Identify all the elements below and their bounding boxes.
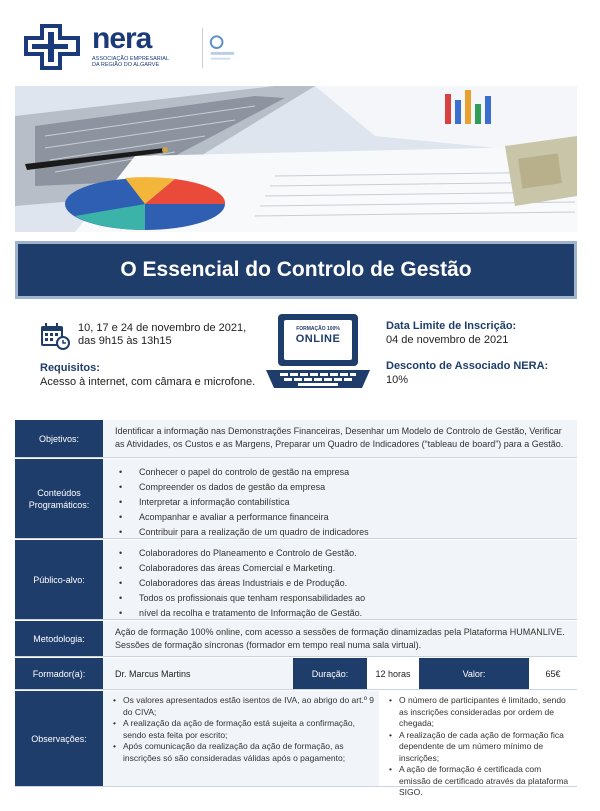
list-item: • Os valores apresentados estão isentos de IVA, ao abrigo do art.º 9 do CIVA; [113,695,375,718]
hero-image [15,86,577,232]
publico-content [103,540,577,619]
list-item: • Acompanhar e avaliar a performance financeira [119,510,577,525]
list-item-continued: • nível da recolha e tratamento de Informação de Gestão. [119,606,577,621]
row-observacoes [15,691,577,797]
nera-logo [22,20,222,72]
discount-label: Desconto de Associado NERA: [386,360,549,372]
finance-desk-illustration-icon [15,86,577,232]
valor-label: Valor: [419,658,529,689]
deadline-label: Data Limite de Inscrição: [386,320,517,332]
metodologia-content: Ação de formação 100% online, com acesso a sessões de formação dinamizadas pela Plataforma HUMANLIVE. Sessões de formação síncronas (formador em tempo real numa sala virtual). [103,621,577,656]
objetivos-content: Identificar a informação nas Demonstrações Financeiras, Desenhar um Modelo de Controlo de Gestão, Verificar as Atividades, os Custos e as Margens, Preparar um Quadro de Indicadores (“tableau de board”) para a Gestão. [103,420,577,457]
online-training-laptop [262,312,374,394]
valor-value: 65€ [529,658,577,689]
list-item: • A realização de cada ação de formação fica dependente de um número mínimo de inscrições; [389,730,573,765]
list-item: • Todos os profissionais que tenham responsabilidades ao [119,591,577,606]
row-metodologia [15,621,577,657]
deadline-value: 04 de novembro de 2021 [386,334,509,346]
observacoes-right [379,691,577,797]
duracao-label: Duração: [293,658,367,689]
requirements-value: Acesso à internet, com câmara e microfone. [40,376,256,388]
formador-value: Dr. Marcus Martins [103,658,293,689]
course-title-bar [15,241,577,299]
list-item: • Colaboradores das áreas Industriais e de Produção. [119,576,577,591]
partner-badge-icon [202,28,240,68]
laptop-caption-top: FORMAÇÃO 100% [296,326,340,332]
metodologia-label: Metodologia: [15,621,103,656]
laptop-icon [262,312,374,394]
publico-label: Público-alvo: [15,540,103,619]
formador-label: Formador(a): [15,658,103,689]
list-item: • Após comunicação da realização da ação de formação, as inscrições só são consideradas válidas após o pagamento; [113,741,375,764]
list-item: • A ação de formação é certificada com emissão de certificado através da plataforma SIGO. [389,764,573,799]
observacoes-left [103,691,379,786]
row-objetivos [15,420,577,458]
conteudos-content [103,459,577,538]
list-item: • Colaboradores das áreas Comercial e Marketing. [119,561,577,576]
discount-value: 10% [386,374,409,386]
row-publico [15,540,577,620]
list-item: • Contribuir para a realização de um quadro de indicadores [119,525,577,540]
row-formador [15,658,577,690]
list-item: • Interpretar a informação contabilística [119,495,577,510]
list-item: • Conhecer o papel do controlo de gestão na empresa [119,465,577,480]
logo-subtitle: ASSOCIAÇÃO EMPRESARIAL DA REGIÃO DO ALGARVE [92,56,170,68]
logo-wordmark: nera [92,22,152,55]
nera-cross-logo-icon [22,24,88,70]
row-conteudos [15,459,577,539]
duracao-value: 12 horas [367,658,419,689]
calendar-clock-icon [40,322,70,350]
conteudos-label: Conteúdos Programáticos: [15,459,103,538]
list-item: • Compreender os dados de gestão da empresa [119,480,577,495]
observacoes-label: Observações: [15,691,103,786]
laptop-caption-main: ONLINE [295,333,341,345]
list-item: • Colaboradores do Planeamento e Controlo de Gestão. [119,546,577,561]
course-dates: 10, 17 e 24 de novembro de 2021, das 9h15 às 13h15 [78,322,247,347]
course-title: O Essencial do Controlo de Gestão [120,258,472,281]
objetivos-label: Objetivos: [15,420,103,457]
list-item: • A realização da ação de formação está sujeita a confirmação, sendo esta feita por escrito; [113,718,375,741]
list-item: • O número de participantes é limitado, sendo as inscrições consideradas por ordem de chegada; [389,695,573,730]
requirements-label: Requisitos: [40,362,100,374]
